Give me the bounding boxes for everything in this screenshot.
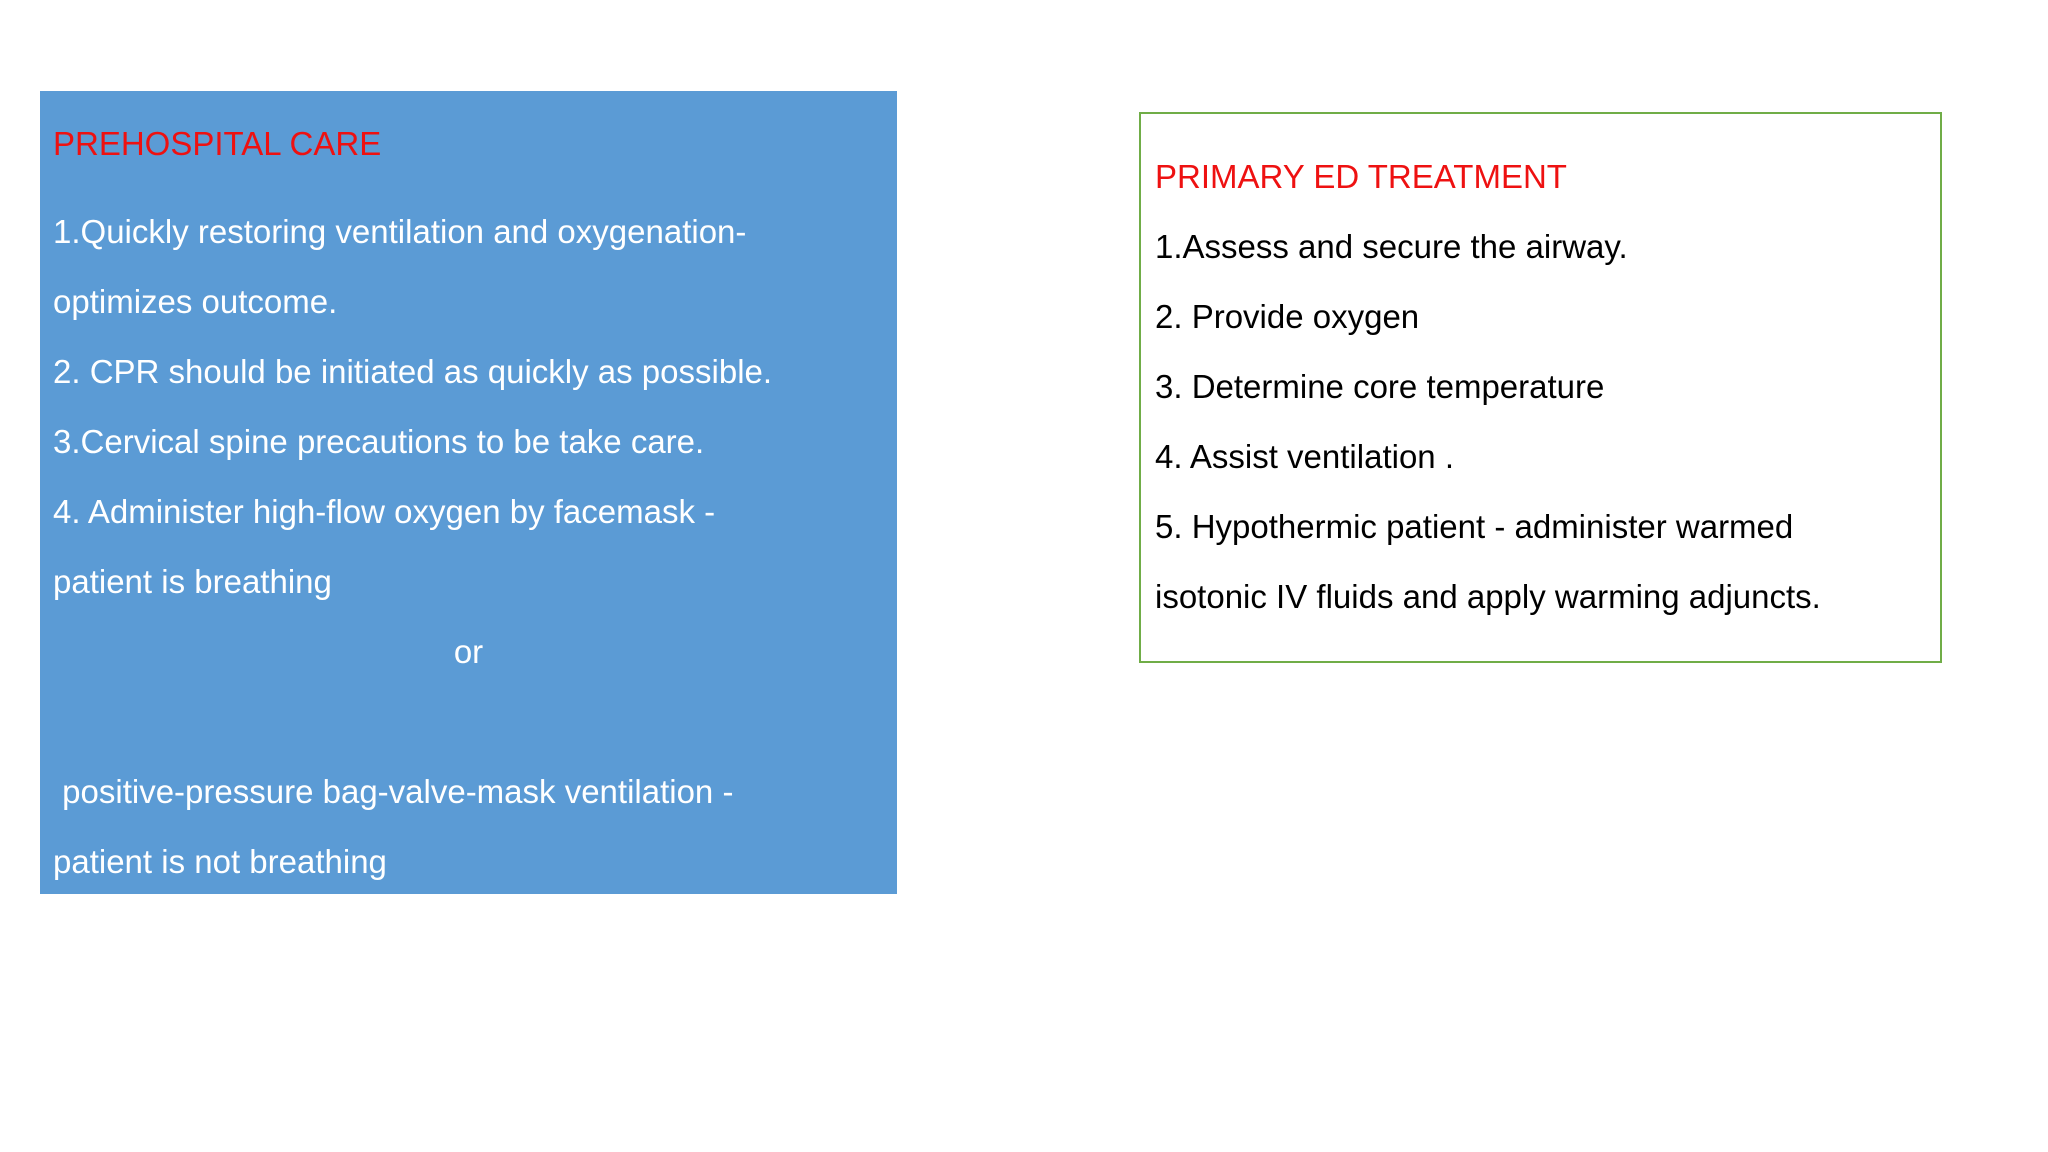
ed-item-3: 3. Determine core temperature <box>1155 368 1605 405</box>
prehospital-or: or <box>453 633 484 670</box>
blank-line <box>53 687 884 757</box>
prehospital-item-3: 3.Cervical spine precautions to be take care. <box>53 423 705 460</box>
prehospital-item-1b: optimizes outcome. <box>53 283 338 320</box>
prehospital-item-2: 2. CPR should be initiated as quickly as possible. <box>53 353 773 390</box>
prehospital-item-4b: patient is breathing <box>53 563 332 600</box>
prehospital-item-5b: patient is not breathing <box>53 843 387 880</box>
prehospital-heading: PREHOSPITAL CARE <box>53 125 382 162</box>
prehospital-item-1a: 1.Quickly restoring ventilation and oxygenation- <box>53 213 747 250</box>
ed-item-2: 2. Provide oxygen <box>1155 298 1420 335</box>
ed-item-5a: 5. Hypothermic patient - administer warmed <box>1155 508 1794 545</box>
ed-item-5b: isotonic IV fluids and apply warming adjuncts. <box>1155 578 1821 615</box>
primary-ed-treatment-box <box>1139 112 1942 663</box>
prehospital-item-4a: 4. Administer high-flow oxygen by facemask - <box>53 493 716 530</box>
ed-item-4: 4. Assist ventilation . <box>1155 438 1454 475</box>
prehospital-care-box <box>40 91 897 894</box>
prehospital-item-5a: positive-pressure bag-valve-mask ventilation - <box>53 773 734 810</box>
ed-item-1: 1.Assess and secure the airway. <box>1155 228 1628 265</box>
ed-heading: PRIMARY ED TREATMENT <box>1155 158 1567 195</box>
